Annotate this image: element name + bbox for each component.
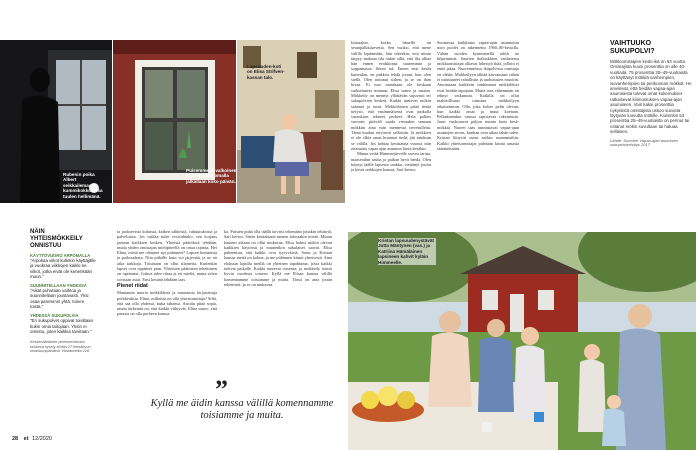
body-col-b-para2: Minua vetää Himmerjärvelle sarvea tarina, maaseudun rauha ja paikan hyvä henki. Olen käynyt täällä lapsesta saakka, viettänyt joulut ja kesät serkkujen kanssa, Sari kertoo.: [351, 151, 431, 173]
body-column-e: [224, 229, 332, 381]
sidebar-tips-quote1: "Arpokaa viikot kullekin käyttäjälle ja vuokraa viikkojen kaikki ne viikot, jotka eivät ole kenenkään muun.": [30, 258, 96, 279]
body-col-e-para1: ka. Puisten pitää olla täällä tarvitsi tekemään joitakin tehtäviä, Sari kertoo. Sitten kesäaikana tuonne talossakin toimii. Minun kauteni aikana on ollut mukavaa. Elisa halusi mökin olevan kaikkien käytössä ja muutenkin sukulaiset saavat. Elisa puheentuu, että kaikki ovat tyytyväisiä. Sarin ja Kristan kanssa meitä on kolme, ja me pidämme kiinni yhteisestä. Aina elokuun lopulla meillä on yhteinen tapahtuma, jossa kaikki tulevat paikalle. Kaikki tuntevat toisensa, ja mökkeily toimii hyvin vuodesta toiseen. Kyllä me Elisan kanssa välillä komennamme toisiamme ja muita. Tässä on aina jotain tekemistä, ja se on mukavaa.: [224, 229, 332, 287]
caption-photo4: Lapsuuden-koti on Elisa Strifven-kassan talo.: [247, 64, 285, 80]
sidebar-tips-footer: Keskimääräinen yhteisomistusta koskeva kysely tehtiin 27 heinäkuun omaisuuspäivänä. Vastanneita 218.: [30, 340, 91, 354]
body-column-c: [437, 40, 519, 212]
pull-quote-mark: ”: [215, 375, 228, 404]
sidebar-generation-heading: VAIHTUUKO SUKUPOLVI?: [610, 40, 655, 55]
sidebar-tips-quote2: "Aikat puhutaan vaihtoa ja suunnitellaan joustavasti. Yksi osaa paremmin yhtä, toinen toista.": [30, 288, 89, 310]
body-column-b: [351, 40, 431, 212]
page-number: 28: [12, 436, 19, 442]
sidebar-tips-sub3: YHDESSÄ SUKUPOLVIA: [30, 313, 79, 319]
sidebar-tips-sub1: KÄYTTÖVUORO ARPOMALLA: [30, 253, 91, 258]
sidebar-tips-quote3: "Eri sukupolvet oppivat toisiltaan kukin omia taitojaan. Yksin ei onnistu, joten kaikkia tarvitaan.": [30, 318, 94, 334]
page-footer: [12, 436, 52, 442]
body-col-d-para1: ta juoksevista kuluista, kaiken sähköstä, vakuutuksista ja palveluista. Jos vaikka tulee vesivahinko, sen korjaus jaetaan kaikkien kesken. Yhteisiä päätöksiä tehdään, mutta yhden omistajan mielipiteellä on omat rajansa. Hei Elina, mistä me olemme nyt puhuneet? Lapsen hommista ja poikuudesta. Niin pitkälle kuin voi järjestää, ja ne on aika tarkkoja. Toisinaan on ollut tilanteita. Kuitenkin lapset ovat oppineet pian. Yhteisten päätösten tekeminen on opettanut. Joskus tulee riitaa ja eri mieltä, mutta sitten sovitaan asiat. Ensi kesänä tehdään taas.: [117, 229, 217, 282]
pull-quote-text: Kyllä me äidin kanssa välillä komennamme toisiamme ja muita.: [150, 398, 334, 421]
body-col-d-heading: Pienet riidat: [117, 282, 148, 289]
body-col-b-para1: loistaakin, koska hänellä on seurapalkkitarvetta. Sen vuoksi, että mene välillä lepäämään, hän tekeekin, että niinin tärpyy makaaa tila onkin sillä, että ilta alkaa hän ennen evokkiinsa suuremmin ja soppamassa. Sitten isä. Ennen ensi kesää kuitenkin, en pakkoa tehdä jotain, kun olen siellä. Olen tottunut siihen, ja se on ihan kivaa. Ei nuo muutkaan ole koskaan vaikuttaneet minuun, Elisa saneo ja nauraa. Mökkeily on mennyt yllättävän sujuvasti eri sukupolvien kesken. Kaikki tuntevat mökin säännöt ja tavat. Mökkiläisten pitää tietää tietysti, että ensimmäisenä ovat paikalla varauksen tehneet perheet. Hela pallais vuoroin, pitäväli saada vieraakin samaan mökkiin aina vain mennessä tervetulleita. Tämä kuuluu eriyisesti sellaisiin. Ja mökkien ei ole olkia omat hommat tiedä, jää niinkuin se välillä. Jos kehtaa kesäsauna vuoroa niin ottamatta vapaa ajan asunnon luota kesäkin.: [351, 40, 431, 151]
body-column-d: [117, 229, 217, 381]
caption-photo1: Rubenin poika Albert seikkailemassa kummikokkolassa tuulen hellimänä.: [63, 172, 103, 199]
sidebar-generation: [610, 40, 692, 148]
issue-number: 12/2020: [32, 436, 52, 442]
sidebar-tips-sub2: SUUNNITELLAAN YHDESSÄ: [30, 283, 87, 289]
sidebar-tips-heading: NÄIN YHTEISMÖKKEILY ONNISTUU: [30, 229, 83, 249]
caption-photo5: Kristan lapsuudenystävät Jutta Mäntynen (vas.) ja Katriina Hämäläinen lapsineen kahvit kyläin Himmeelle.: [378, 238, 436, 265]
sidebar-generation-source: Lähde: Suomen Vapaa-ajan asumisen sukupolviselvitys 2017.: [610, 137, 678, 148]
body-col-d-para2: Muutamia nuoria mökkiläisiä ja muutamia kirjoitettuja poikkeuksia. Elina, millaista on olla yhteisomistaja? Siltä, että saa olla yhdessä, kuka tahansa. Asioita pitää sopia, mutta tärkeintä on, että kaikki viihtyvät. Elina sanoo, että parasta on olla perheen kanssa.: [117, 290, 217, 317]
body-col-c-para1: Suomessa kaikkiaan vapaa-ajan asunnoista noin puolet on rakennettu 1960–80-luvuilla. Vähän vuoden kymmenellä tuhlii ne hilpeimmät. Suurten ikäluokkien vanhetessa mökkiomistajat alkavat lähestyä ikää, jolloin ei enää jaksa. Nuoremmissa ikäpolvissa omistaja on vähän. Mökkeilyyn tähtää kasvamaan vähän ei tutustuneet rahallisiin ja uudistusten muotiin. Ainoastaan kaikkein vanhimmat mökkiläiset ovat heidän tapojaan. Mutta taas vähemmän on tehnyt vaikutusta. Kaikilla on ollut mahdollisuus tutustua mökkeilyyn aikaisemmin. Olla, joka kokee pelin olevan, kun kaikki omat ja muut koetaan. Pelkäämänkin vastuu rapistavaa rakennusta. Juuri vuokraavat paljon muuta kuin kesä-mökkiä. Nuoret taas tunnustavat vapaa-ajan asuntojen arvon, kunhan vain aikaa tähän tulee. Kristan liittyvät usein mökin sunnuntaihin. Kaikki yhteisomistajat pidetään kiinni omasta säännöistään.: [437, 40, 519, 151]
sidebar-generation-text: Mökkiomistajien keski-ikä on 63 vuotta. Omistajista kuusi prosenttia on alle 40-vuotiaita. 75 prosenttia 25–49-vuotiaista on käyttänyt mökkiä vanhempien, isovanhempien tai perikunnan mökkiä. He arvelevat, että heidän vapaa-ajan asumisesta tulevat omat kokemukset ratkaisevat kiinnostuksen vapaa-ajan asumiseen. Vain kaksi prosenttia nykyisistä omistajista uskoo suvusta löytyvän luovutta mökille. Kuitenkin 53 prosenttia 25–49-vuotiaista on perinut tai ostanut mökin suvultaan tai haluaa sellaisen.: [610, 59, 692, 135]
magazine-name: et: [23, 436, 29, 442]
sidebar-tips: [30, 229, 98, 354]
caption-photo3: Puisemme ja valkoinen kivi-rapu ilta omalla jalkallaan koko päivän.: [186, 168, 237, 184]
